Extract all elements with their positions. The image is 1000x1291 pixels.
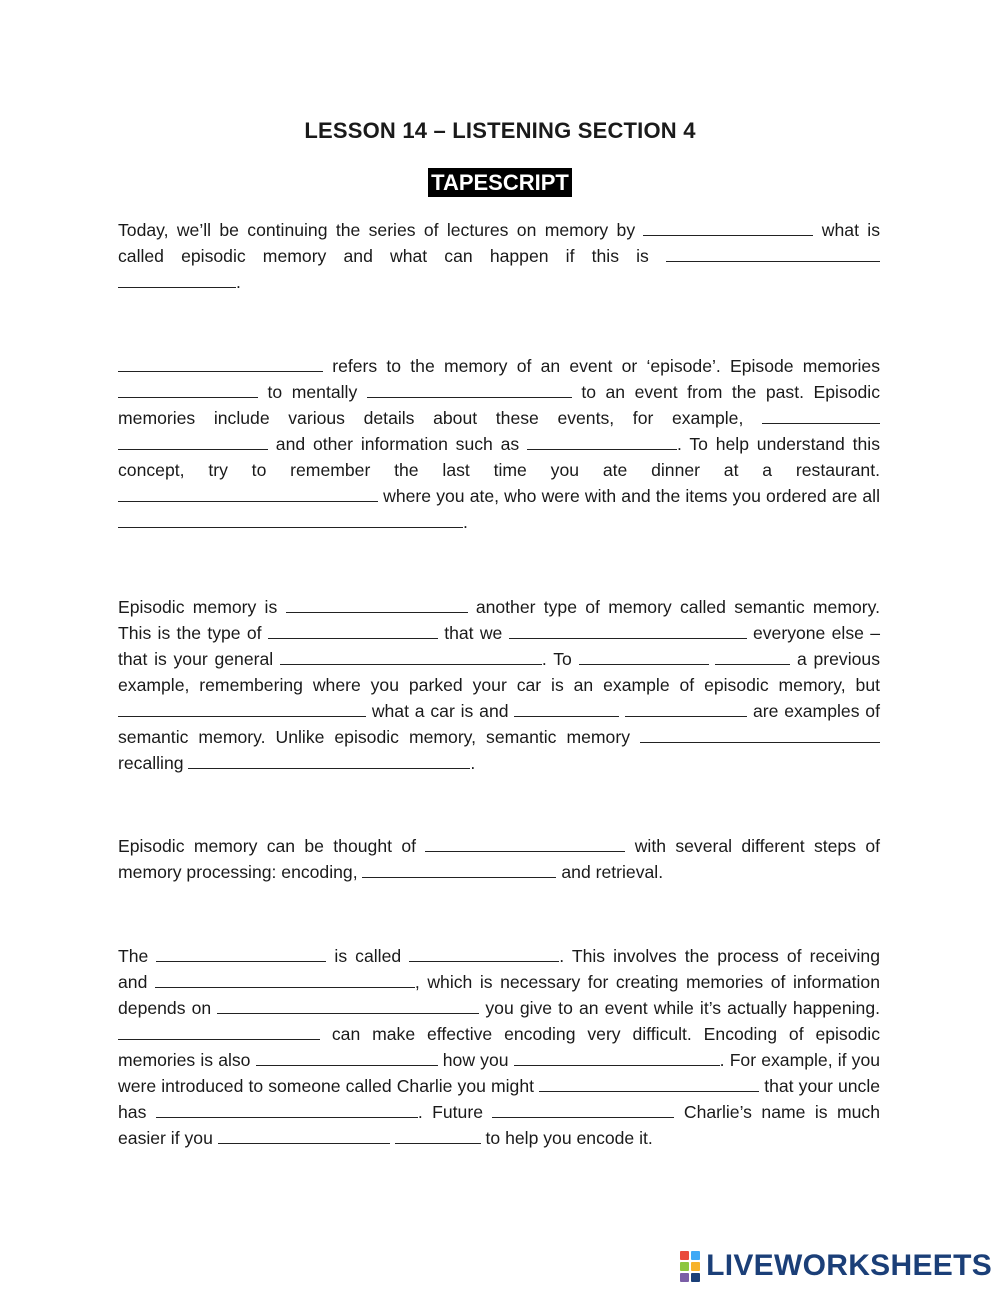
blank-30[interactable] <box>492 1100 674 1118</box>
text: that we <box>444 623 503 643</box>
text: another type of memory called semantic memory. This is the type of <box>118 597 881 643</box>
text: to help you encode it. <box>485 1128 653 1148</box>
blank-28[interactable] <box>539 1074 759 1092</box>
logo-blocks-icon <box>680 1251 700 1282</box>
blank-31[interactable] <box>218 1126 390 1144</box>
text: . This involves the process of receiving and <box>118 946 880 992</box>
blank-19[interactable] <box>425 834 625 852</box>
blank-4[interactable] <box>118 380 258 398</box>
blank-23[interactable] <box>155 970 415 988</box>
text: to an event from the past. Episodic memories include various details about these events, for example, <box>118 382 881 428</box>
blank-21[interactable] <box>156 944 326 962</box>
liveworksheets-logo[interactable] <box>680 1249 992 1283</box>
logo-block <box>691 1273 700 1282</box>
text: . <box>470 753 476 773</box>
subtitle-wrap <box>0 168 1000 197</box>
text: are examples of semantic memory. Unlike episodic memory, semantic memory <box>118 701 880 747</box>
blank-1[interactable] <box>643 218 813 236</box>
text: . <box>236 272 241 292</box>
blank-11[interactable] <box>268 621 438 639</box>
text: The <box>118 946 149 966</box>
paragraph-2 <box>118 353 880 535</box>
blank-5[interactable] <box>367 380 572 398</box>
text: Episodic memory can be thought of <box>118 836 417 856</box>
text: what a car is and <box>371 701 509 721</box>
text: refers to the memory of an event or ‘episode’. Episode memories <box>332 356 881 376</box>
text: how you <box>442 1050 509 1070</box>
text: . Future <box>417 1102 483 1122</box>
blank-16[interactable] <box>514 699 619 717</box>
logo-block <box>691 1262 700 1271</box>
blank-6[interactable] <box>762 406 880 424</box>
text: Today, we’ll be continuing the series of lectures on memory by <box>118 220 636 240</box>
blank-31-cont[interactable] <box>395 1126 481 1144</box>
blank-2-cont[interactable] <box>118 270 236 288</box>
blank-2[interactable] <box>666 244 880 262</box>
text: can make effective encoding very difficult. Encoding of episodic memories is also <box>118 1024 881 1070</box>
paragraph-3 <box>118 594 880 776</box>
blank-14-cont[interactable] <box>715 647 790 665</box>
blank-7[interactable] <box>527 432 677 450</box>
blank-14[interactable] <box>579 647 709 665</box>
blank-13[interactable] <box>280 647 542 665</box>
text: . <box>463 512 468 532</box>
blank-26[interactable] <box>256 1048 438 1066</box>
logo-block <box>680 1251 689 1260</box>
text: that your uncle has <box>118 1076 881 1122</box>
page-title: LESSON 14 – LISTENING SECTION 4 <box>304 118 696 143</box>
blank-17[interactable] <box>640 725 880 743</box>
blank-10[interactable] <box>286 595 468 613</box>
blank-20[interactable] <box>362 860 556 878</box>
logo-block <box>680 1273 689 1282</box>
tapescript-label: TAPESCRIPT <box>428 168 572 197</box>
blank-3[interactable] <box>118 354 323 372</box>
text: Episodic memory is <box>118 597 278 617</box>
blank-15[interactable] <box>118 699 366 717</box>
text: . To help understand this concept, try to remember the last time you ate dinner at a restaurant. <box>118 434 880 480</box>
blank-16-cont[interactable] <box>625 699 747 717</box>
text: is called <box>334 946 402 966</box>
text: and other information such as <box>275 434 520 454</box>
blank-22[interactable] <box>409 944 559 962</box>
text: to mentally <box>267 382 358 402</box>
text: . For example, if you were introduced to someone called Charlie you might <box>118 1050 881 1096</box>
logo-block <box>691 1251 700 1260</box>
text: everyone else – that is your general <box>118 623 881 669</box>
text: where you ate, who were with and the items you ordered are all <box>383 486 880 506</box>
blank-27[interactable] <box>514 1048 720 1066</box>
paragraph-4 <box>118 833 880 885</box>
blank-6-cont[interactable] <box>118 432 268 450</box>
text: you give to an event while it’s actually happening. <box>485 998 880 1018</box>
paragraph-5 <box>118 943 880 1151</box>
text: and retrieval. <box>561 862 664 882</box>
blank-9[interactable] <box>118 510 463 528</box>
blank-18[interactable] <box>188 751 470 769</box>
text: Charlie’s name is much easier if you <box>118 1102 881 1148</box>
paragraph-1 <box>118 217 880 295</box>
text: recalling <box>118 753 184 773</box>
text: with several different steps of memory processing: encoding, <box>118 836 881 882</box>
blank-29[interactable] <box>156 1100 418 1118</box>
blank-25[interactable] <box>118 1022 320 1040</box>
blank-12[interactable] <box>509 621 747 639</box>
logo-block <box>680 1262 689 1271</box>
text: a previous example, remembering where you parked your car is an example of episodic memory, but <box>118 649 880 695</box>
blank-24[interactable] <box>217 996 479 1014</box>
text: what is called episodic memory and what can happen if this is <box>118 220 880 266</box>
blank-8[interactable] <box>118 484 378 502</box>
text: . To <box>541 649 572 669</box>
text: , which is necessary for creating memories of information depends on <box>118 972 880 1018</box>
brand-name: LIVEWORKSHEETS <box>706 1249 992 1282</box>
